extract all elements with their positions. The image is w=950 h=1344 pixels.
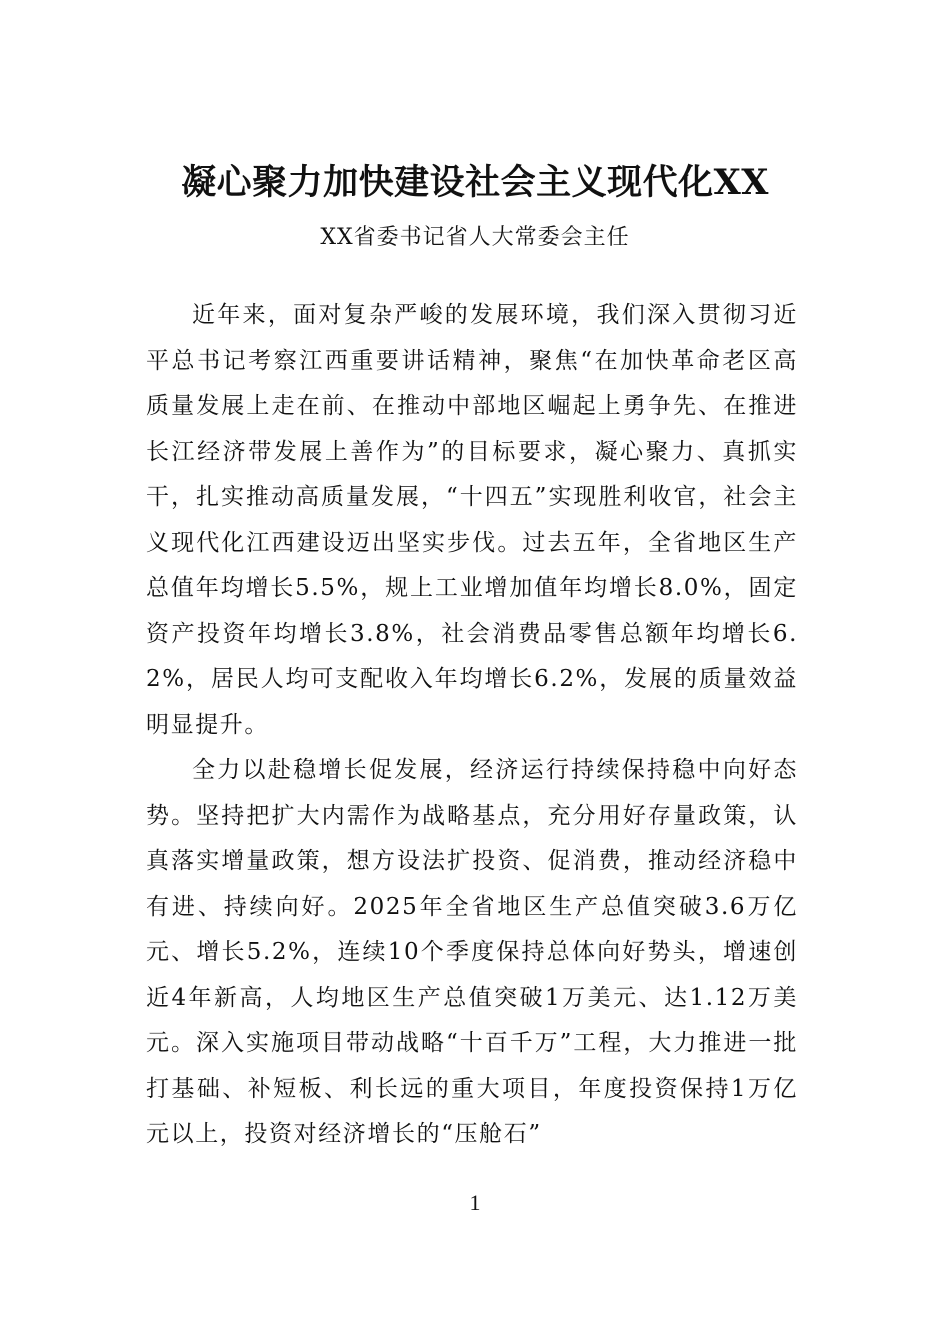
body-paragraph: 全力以赴稳增长促发展，经济运行持续保持稳中向好态势。坚持把扩大内需作为战略基点，充分用好存量政策，认真落实增量政策，想方设法扩投资、促消费，推动经济稳中有进、持续向好。2025年全省地区生产总值突破3.6万亿元、增长5.2%，连续10个季度保持总体向好势头，增速创近4年新高，人均地区生产总值突破1万美元、达1.12万美元。深入实施项目带动战略“十百千万”工程，大力推进一批打基础、补短板、利长远的重大项目，年度投资保持1万亿元以上，投资对经济增长的“压舱石” <box>146 757 798 1147</box>
document-body <box>146 293 798 1158</box>
document-subtitle: XX省委书记省人大常委会主任 <box>320 225 630 250</box>
body-paragraph: 近年来，面对复杂严峻的发展环境，我们深入贯彻习近平总书记考察江西重要讲话精神，聚焦“在加快革命老区高质量发展上走在前、在推动中部地区崛起上勇争先、在推进长江经济带发展上善作为”的目标要求，凝心聚力、真抓实干，扎实推动高质量发展，“十四五”实现胜利收官，社会主义现代化江西建设迈出坚实步伐。过去五年，全省地区生产总值年均增长5.5%，规上工业增加值年均增长8.0%，固定资产投资年均增长3.8%，社会消费品零售总额年均增长6.2%，居民人均可支配收入年均增长6.2%，发展的质量效益明显提升。 <box>146 302 798 738</box>
document-title: 凝心聚力加快建设社会主义现代化XX <box>181 162 769 203</box>
page-number: 1 <box>469 1190 481 1215</box>
